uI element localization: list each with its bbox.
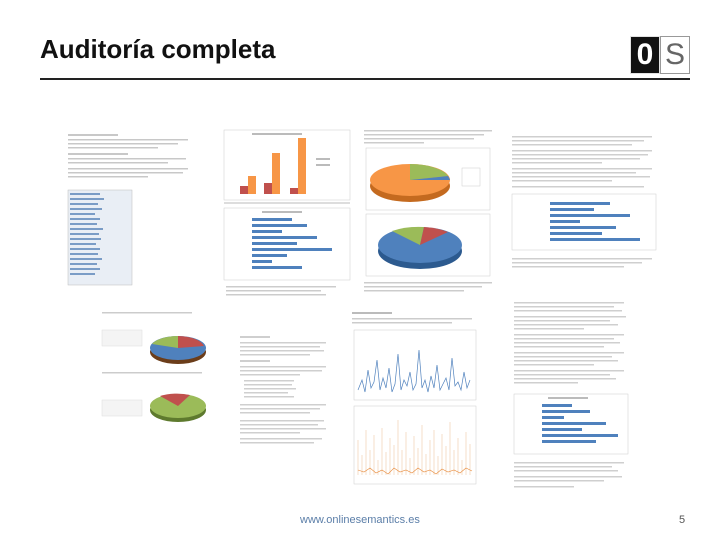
text-table-graphic <box>62 130 207 290</box>
footer-website-url: www.onlinesemantics.es <box>300 514 420 526</box>
logo-zero: 0 <box>630 36 660 74</box>
line-charts-graphic <box>350 310 480 490</box>
page-title: Auditoría completa <box>40 34 276 64</box>
logo-s: S <box>660 36 690 74</box>
text-small-bars-graphic <box>512 298 632 498</box>
report-thumbnail-text-table <box>62 130 207 290</box>
report-thumbnail-text-doc <box>238 332 330 450</box>
report-thumbnail-text-small-bars <box>512 298 632 498</box>
report-thumbnail-line-charts <box>350 310 480 490</box>
report-thumbnail-text-bars <box>510 132 658 300</box>
report-thumbnail-small-pies <box>100 310 220 440</box>
bar-charts-graphic <box>222 128 352 300</box>
text-bars-graphic <box>510 132 658 300</box>
brand-logo <box>630 36 690 74</box>
text-doc-graphic <box>238 332 330 450</box>
title-divider <box>40 78 690 80</box>
pie-charts-graphic <box>362 128 497 300</box>
slide-page-number: 5 <box>679 514 686 526</box>
report-thumbnail-pie-charts <box>362 128 497 300</box>
small-pies-graphic <box>100 310 220 440</box>
report-thumbnail-bar-charts <box>222 128 352 300</box>
